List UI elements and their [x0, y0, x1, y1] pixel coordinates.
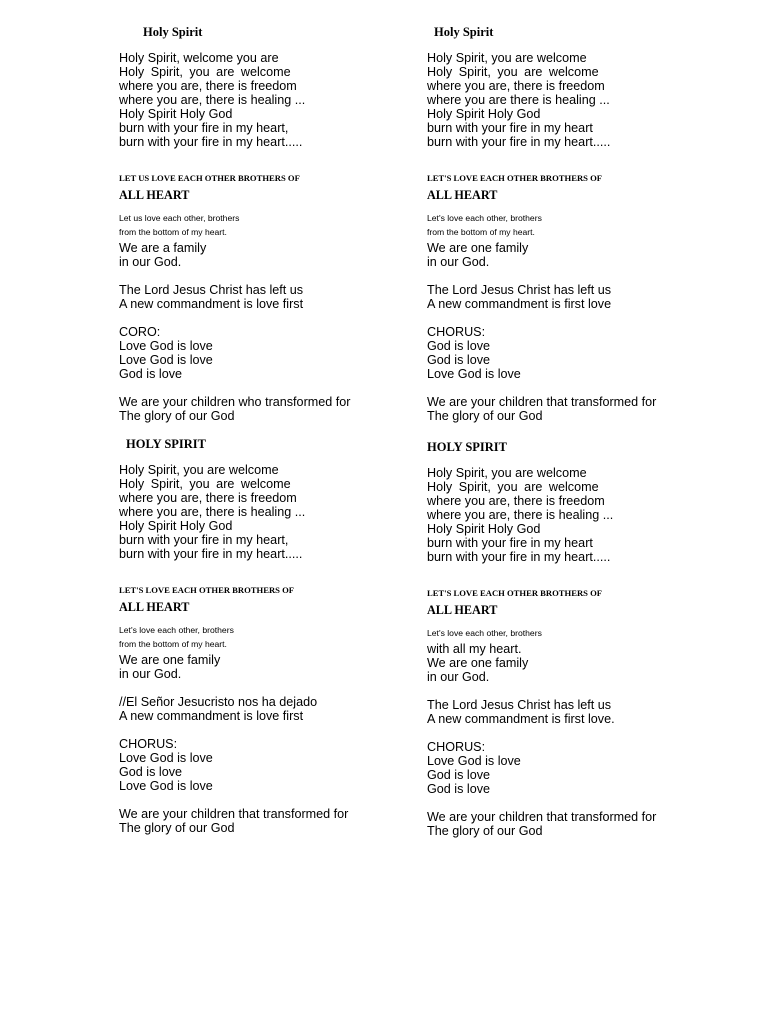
song-heading-line-2: ALL HEART	[119, 188, 190, 202]
lyric-line: Holy Spirit, you are welcome	[427, 466, 587, 480]
lyric-line: where you are, there is healing ...	[119, 93, 306, 107]
lyric-line: where you are, there is freedom	[119, 491, 297, 505]
lyric-line: with all my heart.	[427, 642, 522, 656]
lyric-line: Holy Spirit Holy God	[427, 107, 541, 121]
song-title-holy-spirit: Holy Spirit	[434, 25, 494, 39]
small-lyric-line: Let's love each other, brothers	[427, 213, 542, 223]
song-heading-line-1: LET US LOVE EACH OTHER BROTHERS OF	[119, 173, 300, 183]
song-heading-line-2: ALL HEART	[427, 188, 498, 202]
song-title-holy-spirit: HOLY SPIRIT	[427, 440, 508, 454]
lyric-line: The glory of our God	[427, 409, 543, 423]
lyric-line: Holy Spirit, you are welcome	[427, 65, 599, 79]
lyric-line: burn with your fire in my heart.....	[119, 135, 303, 149]
lyric-line: in our God.	[119, 667, 182, 681]
lyric-line: The glory of our God	[427, 824, 543, 838]
song-title-holy-spirit: Holy Spirit	[143, 25, 203, 39]
lyric-line: We are one family	[119, 653, 221, 667]
lyric-line: Holy Spirit Holy God	[119, 107, 233, 121]
lyric-line: Holy Spirit Holy God	[119, 519, 233, 533]
lyric-line: A new commandment is first love	[427, 297, 612, 311]
lyric-line: where you are, there is freedom	[427, 79, 605, 93]
lyric-line: where you are, there is healing ...	[427, 508, 614, 522]
lyric-line: Holy Spirit, welcome you are	[119, 51, 279, 65]
lyric-line: burn with your fire in my heart.....	[119, 547, 303, 561]
lyric-line: A new commandment is love first	[119, 709, 304, 723]
lyric-line: Holy Spirit, you are welcome	[119, 65, 291, 79]
lyric-line: The glory of our God	[119, 821, 235, 835]
lyric-line: The Lord Jesus Christ has left us	[427, 698, 612, 712]
lyric-line: God is love	[427, 782, 490, 796]
small-lyric-line: Let us love each other, brothers	[119, 213, 240, 223]
small-lyric-line: from the bottom of my heart.	[119, 639, 227, 649]
song-heading-line-1: LET'S LOVE EACH OTHER BROTHERS OF	[427, 588, 603, 598]
lyric-line: in our God.	[119, 255, 182, 269]
lyric-line: We are one family	[427, 656, 529, 670]
lyric-line: burn with your fire in my heart,	[119, 121, 289, 135]
small-lyric-line: from the bottom of my heart.	[427, 227, 535, 237]
lyric-line: Love God is love	[119, 353, 213, 367]
lyric-line: burn with your fire in my heart,	[119, 533, 289, 547]
lyric-line: burn with your fire in my heart	[427, 536, 593, 550]
chorus-label: CHORUS:	[427, 740, 486, 754]
lyric-line: where you are, there is freedom	[119, 79, 297, 93]
lyric-line: God is love	[119, 765, 182, 779]
lyric-line: God is love	[427, 353, 490, 367]
lyric-line: Holy Spirit, you are welcome	[119, 477, 291, 491]
lyric-line: Holy Spirit, you are welcome	[427, 480, 599, 494]
lyric-line: Love God is love	[119, 339, 213, 353]
lyric-line: Love God is love	[119, 751, 213, 765]
lyric-line: God is love	[427, 339, 490, 353]
lyric-line: We are your children that transformed for	[119, 807, 349, 821]
lyric-line: where you are, there is healing ...	[119, 505, 306, 519]
lyric-line: burn with your fire in my heart.....	[427, 135, 611, 149]
lyric-line: Holy Spirit Holy God	[427, 522, 541, 536]
song-heading-line-1: LET'S LOVE EACH OTHER BROTHERS OF	[427, 173, 603, 183]
lyric-line: where you are there is healing ...	[427, 93, 610, 107]
lyric-line: The Lord Jesus Christ has left us	[119, 283, 304, 297]
lyric-line: The glory of our God	[119, 409, 235, 423]
lyric-line: Love God is love	[119, 779, 213, 793]
song-heading-line-1: LET'S LOVE EACH OTHER BROTHERS OF	[119, 585, 295, 595]
lyric-line: //El Señor Jesucristo nos ha dejado	[119, 695, 318, 709]
song-title-holy-spirit: HOLY SPIRIT	[126, 437, 207, 451]
lyric-line: God is love	[119, 367, 182, 381]
lyric-line: God is love	[427, 768, 490, 782]
lyric-line: We are your children that transformed for	[427, 810, 657, 824]
lyric-line: The Lord Jesus Christ has left us	[427, 283, 612, 297]
small-lyric-line: from the bottom of my heart.	[119, 227, 227, 237]
song-heading-line-2: ALL HEART	[119, 600, 190, 614]
lyric-line: Love God is love	[427, 754, 521, 768]
small-lyric-line: Let's love each other, brothers	[427, 628, 542, 638]
chorus-label: CHORUS:	[119, 737, 178, 751]
chorus-label: CHORUS:	[427, 325, 486, 339]
small-lyric-line: Let's love each other, brothers	[119, 625, 234, 635]
lyric-line: Love God is love	[427, 367, 521, 381]
lyric-line: in our God.	[427, 670, 490, 684]
lyric-line: We are a family	[119, 241, 207, 255]
lyric-line: burn with your fire in my heart.....	[427, 550, 611, 564]
lyric-line: We are your children who transformed for	[119, 395, 351, 409]
chorus-label: CORO:	[119, 325, 161, 339]
song-heading-line-2: ALL HEART	[427, 603, 498, 617]
lyric-line: We are your children that transformed for	[427, 395, 657, 409]
lyric-line: We are one family	[427, 241, 529, 255]
lyric-line: burn with your fire in my heart	[427, 121, 593, 135]
lyric-line: Holy Spirit, you are welcome	[119, 463, 279, 477]
lyric-line: Holy Spirit, you are welcome	[427, 51, 587, 65]
lyric-line: A new commandment is love first	[119, 297, 304, 311]
lyric-line: A new commandment is first love.	[427, 712, 615, 726]
lyric-line: where you are, there is freedom	[427, 494, 605, 508]
lyric-line: in our God.	[427, 255, 490, 269]
